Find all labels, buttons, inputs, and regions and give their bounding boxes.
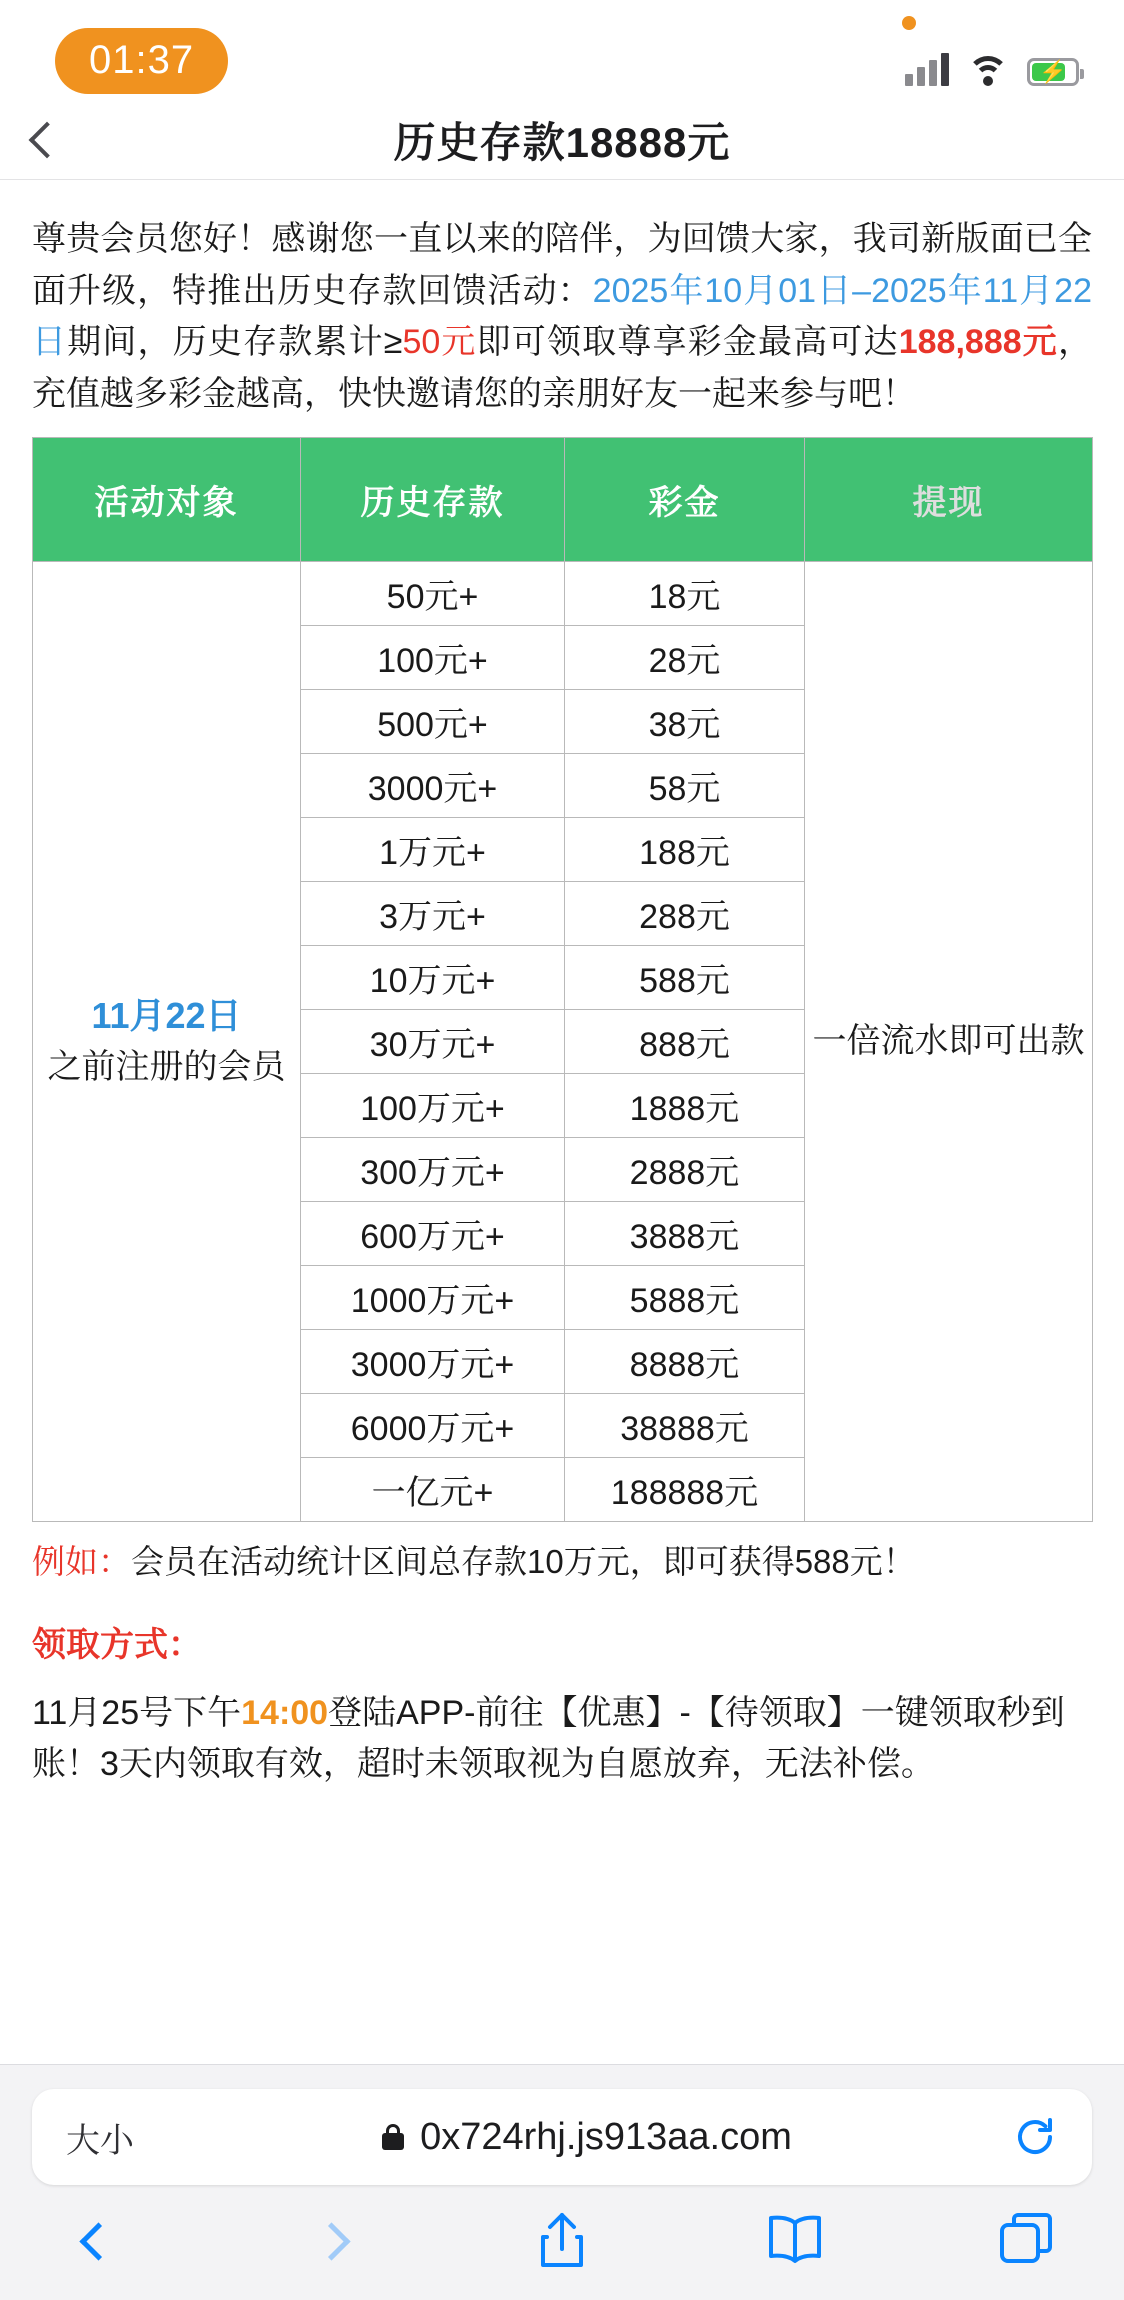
book-icon[interactable] <box>760 2205 830 2275</box>
share-icon[interactable] <box>527 2205 597 2275</box>
claim-title: 领取方式： <box>32 1625 202 1664</box>
nav-back-chevron-icon[interactable] <box>62 2205 132 2275</box>
cell-bonus: 18元 <box>565 561 805 625</box>
table-body <box>33 561 1093 1521</box>
cell-bonus: 58元 <box>565 753 805 817</box>
table-header-bonus: 彩金 <box>565 437 805 561</box>
battery-charging-icon: ⚡ <box>1027 58 1079 86</box>
table-header-object: 活动对象 <box>33 437 301 561</box>
promo-content <box>0 180 1124 1790</box>
cell-deposit: 3万元+ <box>301 881 565 945</box>
cell-deposit: 3000元+ <box>301 753 565 817</box>
url-bar[interactable] <box>32 2089 1092 2185</box>
example-label: 例如： <box>32 1542 131 1580</box>
cell-deposit: 6000万元+ <box>301 1393 565 1457</box>
intro-date-range: 2025年10月01日–2025年11月22日 <box>32 271 1092 362</box>
url-text[interactable]: 0x724rhj.js913aa.com <box>420 2115 792 2158</box>
nav-forward-chevron-icon[interactable] <box>295 2205 365 2275</box>
cell-deposit: 30万元+ <box>301 1009 565 1073</box>
table-header-withdraw: 提现 <box>805 437 1093 561</box>
page-title: 历史存款18888元 <box>393 118 731 166</box>
claim-body <box>32 1688 1092 1790</box>
cell-deposit: 10万元+ <box>301 945 565 1009</box>
cell-bonus: 8888元 <box>565 1329 805 1393</box>
wifi-icon <box>967 54 1009 86</box>
claim-post: 登陆APP-前往【优惠】-【待领取】一键领取秒到账！3天内领取有效，超时未领取视为自愿放弃，无法补偿。 <box>32 1693 1065 1783</box>
cell-deposit: 100万元+ <box>301 1073 565 1137</box>
cell-deposit: 3000万元+ <box>301 1329 565 1393</box>
cell-bonus: 188888元 <box>565 1457 805 1521</box>
claim-time: 14:00 <box>241 1693 329 1732</box>
text-size-button[interactable]: 大小 <box>66 2121 134 2160</box>
cell-bonus: 28元 <box>565 625 805 689</box>
cell-bonus: 588元 <box>565 945 805 1009</box>
intro-max-bonus: 188,888元 <box>898 323 1058 362</box>
browser-bottom-bar <box>0 2064 1124 2300</box>
cell-bonus: 888元 <box>565 1009 805 1073</box>
intro-part-2: 期间，历史存款累计≥ <box>67 323 403 362</box>
reload-icon[interactable] <box>1012 2114 1058 2160</box>
intro-min-deposit: 50元 <box>402 323 477 362</box>
cell-deposit: 1000万元+ <box>301 1265 565 1329</box>
intro-part-4: ，充值越多彩金越高，快快邀请您的亲朋好友一起来参与吧！ <box>32 323 1092 414</box>
cell-object-highlight: 11月22日 <box>91 995 242 1037</box>
cell-deposit: 一亿元+ <box>301 1457 565 1521</box>
cell-bonus: 38元 <box>565 689 805 753</box>
intro-paragraph <box>32 214 1092 421</box>
cell-bonus: 3888元 <box>565 1201 805 1265</box>
page-header <box>0 100 1124 180</box>
cell-deposit: 500元+ <box>301 689 565 753</box>
claim-pre: 11月25号下午 <box>32 1693 242 1732</box>
example-text: 会员在活动统计区间总存款10万元，即可获得588元！ <box>131 1542 916 1580</box>
status-bar <box>0 0 1124 100</box>
cell-deposit: 600万元+ <box>301 1201 565 1265</box>
cell-activity-object <box>33 561 301 1521</box>
table-header-deposit: 历史存款 <box>301 437 565 561</box>
promo-table <box>32 437 1093 1522</box>
cell-bonus: 5888元 <box>565 1265 805 1329</box>
cell-deposit: 300万元+ <box>301 1137 565 1201</box>
cell-deposit: 100元+ <box>301 625 565 689</box>
example-line <box>32 1536 1092 1583</box>
intro-part-1: 尊贵会员您好！感谢您一直以来的陪伴，为回馈大家，我司新版面已全面升级，特推出历史存款回馈活动： <box>32 220 1092 310</box>
cell-object-text: 之前注册的会员 <box>47 1047 286 1086</box>
cell-deposit: 50元+ <box>301 561 565 625</box>
table-row <box>33 561 1093 625</box>
url-display[interactable] <box>162 2116 1012 2159</box>
browser-nav-row <box>0 2185 1124 2275</box>
orange-status-dot <box>902 16 916 30</box>
table-header-row <box>33 437 1093 561</box>
tabs-icon[interactable] <box>992 2205 1062 2275</box>
cell-bonus: 288元 <box>565 881 805 945</box>
cellular-signal-icon <box>905 52 949 86</box>
lock-icon <box>382 2124 404 2150</box>
cell-bonus: 38888元 <box>565 1393 805 1457</box>
status-time-pill: 01:37 <box>55 28 228 94</box>
cell-deposit: 1万元+ <box>301 817 565 881</box>
cell-bonus: 2888元 <box>565 1137 805 1201</box>
intro-part-3: 即可领取尊享彩金最高可达 <box>476 323 899 362</box>
cell-bonus: 188元 <box>565 817 805 881</box>
status-icons <box>905 46 1079 86</box>
cell-withdraw: 一倍流水即可出款 <box>805 561 1093 1521</box>
cell-bonus: 1888元 <box>565 1073 805 1137</box>
